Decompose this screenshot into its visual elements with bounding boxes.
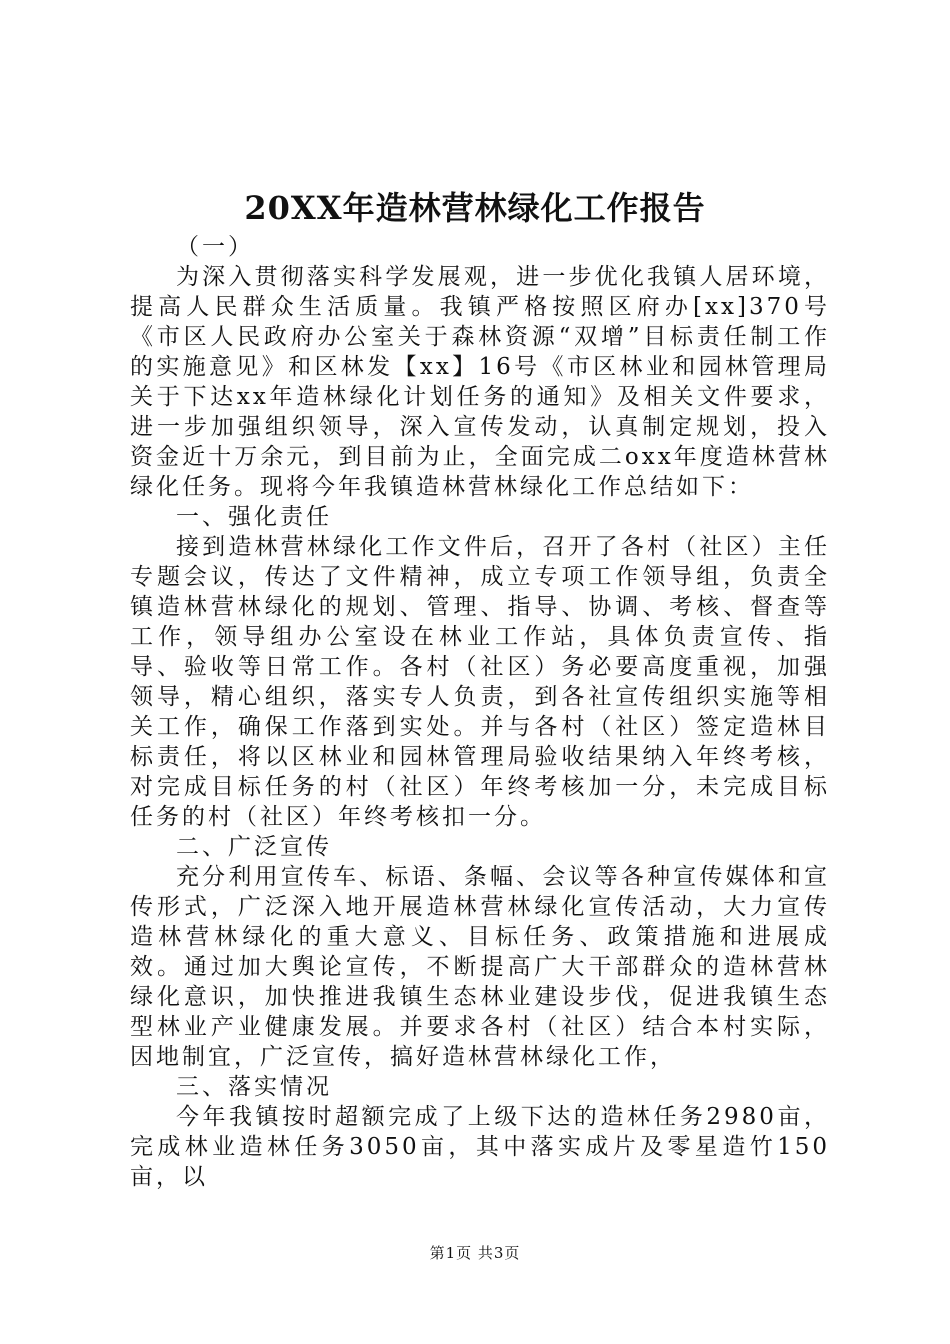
section-body-3: 今年我镇按时超额完成了上级下达的造林任务2980亩，完成林业造林任务3050亩，其中落实成片及零星造竹150亩，以	[130, 1104, 830, 1190]
subtitle: （一）	[176, 234, 254, 260]
section-body-2: 充分利用宣传车、标语、条幅、会议等各种宣传媒体和宣传形式，广泛深入地开展造林营林绿化宣传活动，大力宣传造林营林绿化的重大意义、目标任务、政策措施和进展成效。通过加大舆论宣传，不断提高广大干部群众的造林营林绿化意识，加快推进我镇生态林业建设步伐，促进我镇生态型林业产业健康发展。并要求各村（社区）结合本村实际，因地制宜，广泛宣传，搞好造林营林绿化工作，	[130, 864, 830, 1070]
section-body-1: 接到造林营林绿化工作文件后，召开了各村（社区）主任专题会议，传达了文件精神，成立专项工作领导组，负责全镇造林营林绿化的规划、管理、指导、协调、考核、督查等工作，领导组办公室设在林业工作站，具体负责宣传、指导、验收等日常工作。各村（社区）务必要高度重视，加强领导，精心组织，落实专人负责，到各社宣传组织实施等相关工作，确保工作落到实处。并与各村（社区）签定造林目标责任，将以区林业和园林管理局验收结果纳入年终考核，对完成目标任务的村（社区）年终考核加一分，未完成目标任务的村（社区）年终考核扣一分。	[130, 534, 830, 830]
section-heading-2: 二、广泛宣传	[176, 834, 332, 860]
section-heading-3: 三、落实情况	[176, 1074, 332, 1100]
document-body	[130, 232, 830, 1192]
page-footer: 第1页 共3页	[429, 1244, 521, 1262]
intro-paragraph: 为深入贯彻落实科学发展观，进一步优化我镇人居环境，提高人民群众生活质量。我镇严格按照区府办[xx]370号《市区人民政府办公室关于森林资源“双增”目标责任制工作的实施意见》和区林发【xx】16号《市区林业和园林管理局关于下达xx年造林绿化计划任务的通知》及相关文件要求，进一步加强组织领导，深入宣传发动，认真制定规划，投入资金近十万余元，到目前为止，全面完成二oxx年度造林营林绿化任务。现将今年我镇造林营林绿化工作总结如下：	[130, 264, 830, 500]
document-title: 20XX年造林营林绿化工作报告	[244, 189, 706, 227]
section-heading-1: 一、强化责任	[176, 504, 332, 530]
